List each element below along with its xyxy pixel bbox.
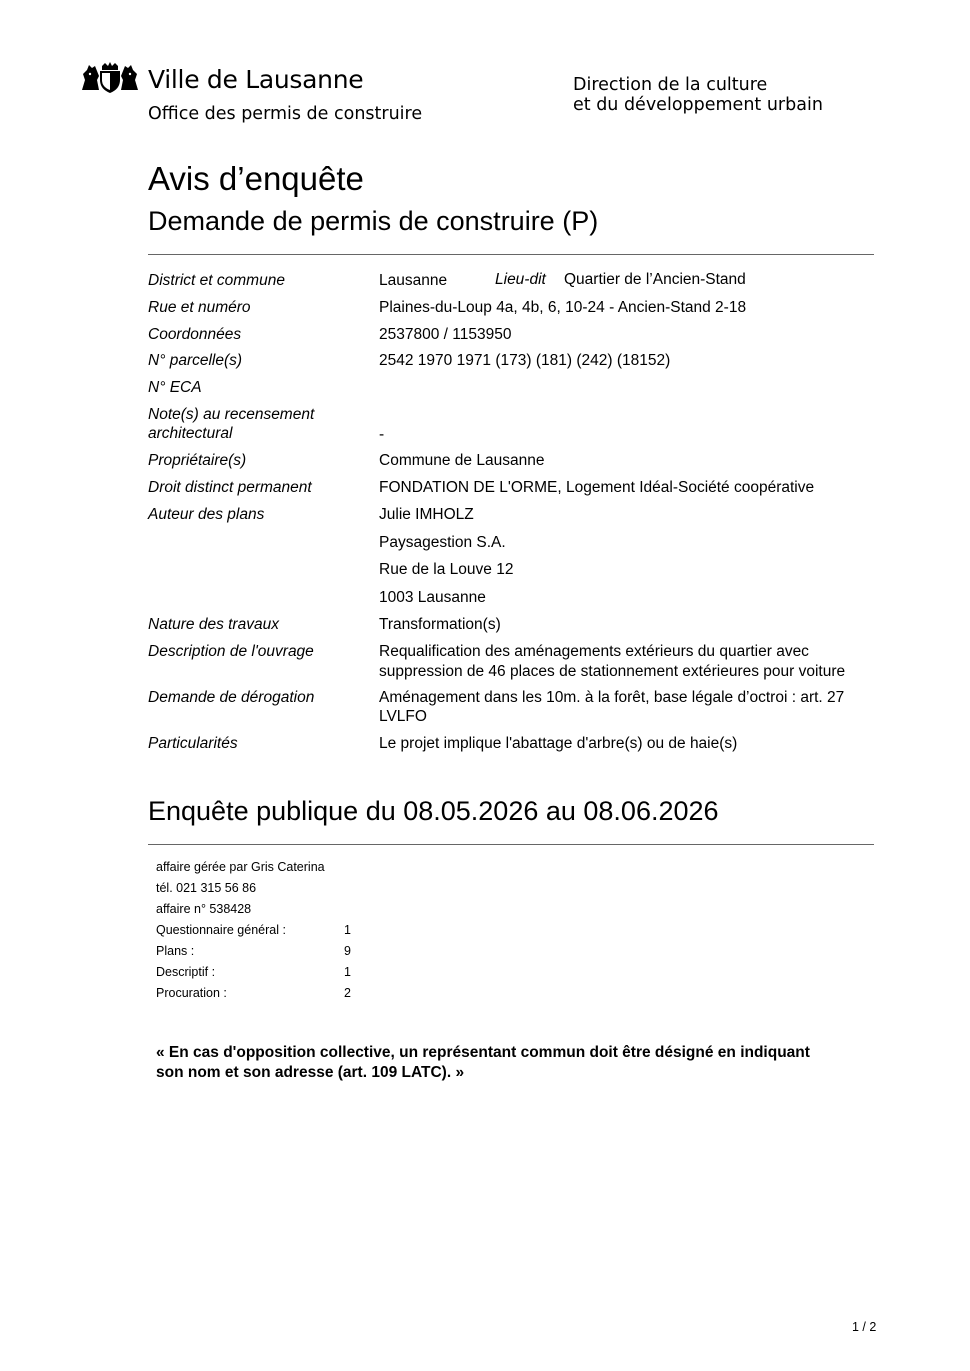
doc-count: 1 — [344, 923, 351, 937]
nature-label: Nature des travaux — [148, 616, 279, 633]
opposition-notice — [156, 1043, 866, 1083]
derog-value-line-1: Aménagement dans les 10m. à la forêt, base légale d’octroi : art. 27 — [379, 689, 845, 706]
desc-label: Description de l'ouvrage — [148, 643, 314, 660]
affaire-geree: affaire gérée par Gris Caterina — [156, 860, 325, 874]
direction-line-1: Direction de la culture — [573, 75, 768, 95]
city-name: Ville de Lausanne — [148, 65, 364, 94]
derog-value-line-2: LVLFO — [379, 708, 427, 725]
enquete-dates: Enquête publique du 08.05.2026 au 08.06.2026 — [148, 796, 719, 826]
divider — [148, 844, 874, 845]
coord-label: Coordonnées — [148, 326, 242, 343]
doc-label: Descriptif : — [156, 965, 216, 979]
parcelle-label: N° parcelle(s) — [148, 352, 243, 369]
doc-count: 2 — [344, 986, 351, 1000]
auteur-line: 1003 Lausanne — [379, 589, 486, 606]
lieudit-label: Lieu-dit — [495, 271, 546, 288]
rue-label: Rue et numéro — [148, 299, 251, 316]
doc-count: 1 — [344, 965, 351, 979]
rue-value: Plaines-du-Loup 4a, 4b, 6, 10-24 - Ancien-Stand 2-18 — [379, 299, 747, 316]
affaire-tel: tél. 021 315 56 86 — [156, 881, 257, 895]
auteur-line: Paysagestion S.A. — [379, 534, 506, 551]
note-label-line-2: architectural — [148, 425, 233, 442]
auteur-line: Rue de la Louve 12 — [379, 561, 514, 578]
office-name: Office des permis de construire — [148, 104, 423, 124]
proprio-value: Commune de Lausanne — [379, 452, 545, 469]
document-title: Avis d’enquête — [148, 160, 364, 197]
auteur-line: Julie IMHOLZ — [379, 506, 474, 523]
divider — [148, 254, 874, 255]
parcelle-value: 2542 1970 1971 (173) (181) (242) (18152) — [379, 352, 671, 369]
document-subtitle: Demande de permis de construire (P) — [148, 206, 599, 236]
page-number: 1 / 2 — [852, 1320, 877, 1334]
note-value: - — [379, 426, 385, 443]
auteur-label: Auteur des plans — [148, 506, 265, 523]
proprio-label: Propriétaire(s) — [148, 452, 247, 469]
derog-label: Demande de dérogation — [148, 689, 315, 706]
lieudit-value: Quartier de l’Ancien-Stand — [564, 271, 746, 288]
ddp-label: Droit distinct permanent — [148, 479, 312, 496]
partic-label: Particularités — [148, 735, 238, 752]
ddp-value: FONDATION DE L'ORME, Logement Idéal-Société coopérative — [379, 479, 815, 496]
desc-value-line-2: suppression de 46 places de stationnement extérieures pour voiture — [379, 663, 846, 680]
notice-line-2: son nom et son adresse (art. 109 LATC). » — [156, 1064, 465, 1081]
nature-value: Transformation(s) — [379, 616, 501, 633]
coord-value: 2537800 / 1153950 — [379, 326, 512, 343]
notice-line-1: « En cas d'opposition collective, un représentant commun doit être désigné en indiquant — [156, 1044, 810, 1061]
lausanne-coat-of-arms-logo — [80, 62, 140, 94]
note-label-line-1: Note(s) au recensement — [148, 406, 315, 423]
desc-value-line-1: Requalification des aménagements extérieurs du quartier avec — [379, 643, 809, 660]
district-label: District et commune — [148, 272, 285, 289]
doc-label: Plans : — [156, 944, 195, 958]
direction-line-2: et du développement urbain — [573, 95, 823, 115]
eca-label: N° ECA — [148, 379, 202, 396]
affaire-numero: affaire n° 538428 — [156, 902, 252, 916]
partic-value: Le projet implique l'abattage d'arbre(s) ou de haie(s) — [379, 735, 738, 752]
doc-label: Procuration : — [156, 986, 227, 1000]
doc-label: Questionnaire général : — [156, 923, 286, 937]
district-value: Lausanne — [379, 272, 448, 289]
doc-count: 9 — [344, 944, 351, 958]
